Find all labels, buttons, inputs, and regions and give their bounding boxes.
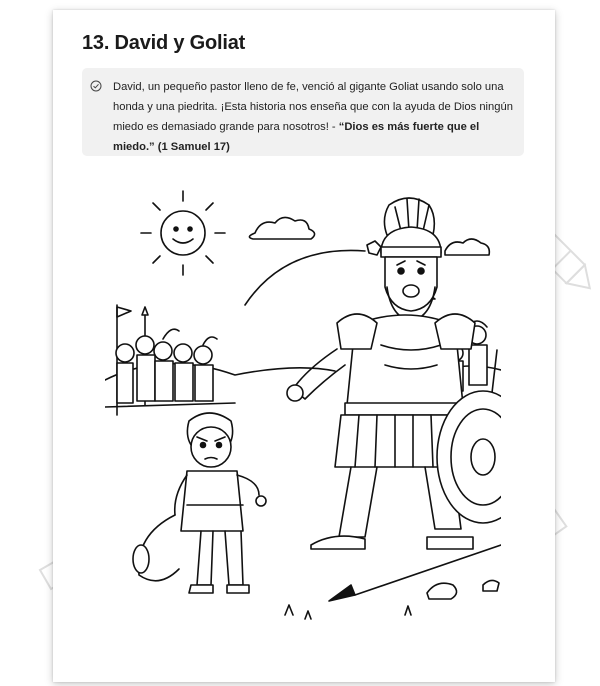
cloud	[249, 217, 314, 239]
rock	[427, 583, 457, 599]
cloud	[445, 239, 489, 255]
david-figure	[133, 413, 266, 593]
rock	[483, 580, 499, 591]
story-callout	[82, 68, 524, 156]
story-body: David, un pequeño pastor lleno de fe, venció al gigante Goliat usando solo una honda y una piedrita. ¡Esta historia nos enseña que con la ayuda de Dios ningún miedo es demasiado grande para nosotros! -	[113, 81, 513, 133]
david-goliath-illustration	[105, 175, 501, 625]
page-title: 13. David y Goliat	[82, 32, 246, 54]
check-circle-icon	[90, 79, 102, 97]
sun-icon	[141, 191, 225, 275]
spear	[329, 545, 501, 601]
grass	[285, 605, 411, 619]
story-text	[113, 77, 516, 157]
army-left	[116, 305, 217, 415]
stone	[367, 241, 381, 255]
story-quote: “Dios es más fuerte que el miedo.” (1 Samuel 17)	[113, 121, 480, 153]
motion-line	[245, 250, 365, 305]
coloring-page-sheet	[53, 10, 555, 682]
